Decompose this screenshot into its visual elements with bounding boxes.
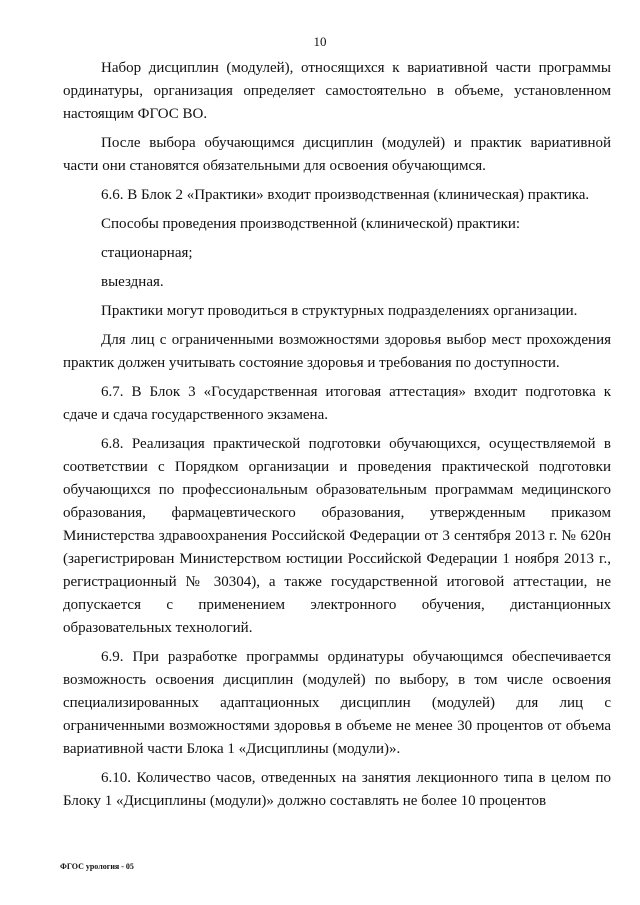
paragraph-disabilities-practice: Для лиц с ограниченными возможностями здоровья выбор мест прохождения практик должен учитывать состояние здоровья и требования по доступности.	[63, 332, 611, 371]
document-body	[63, 57, 611, 819]
paragraph-field: выездная.	[101, 274, 164, 290]
paragraph-6-6: 6.6. В Блок 2 «Практики» входит производственная (клиническая) практика.	[101, 187, 590, 203]
paragraph-6-8: 6.8. Реализация практической подготовки обучающихся, осуществляемой в соответствии с Порядком организации и проведения практической подготовки обучающихся по профессиональным образовательным программам медицинского образования, фармацевтического образования, утвержденным приказом Министерства здравоохранения Российской Федерации от 3 сентября 2013 г. № 620н (зарегистрирован Министерством юстиции Российской Федерации 1 ноября 2013 г., регистрационный № 30304), а также государственной итоговой аттестации, не допускается с применением электронного обучения, дистанционных образовательных технологий.	[63, 436, 611, 636]
page-number: 10	[313, 34, 327, 49]
paragraph-6-10: 6.10. Количество часов, отведенных на занятия лекционного типа в целом по Блоку 1 «Дисциплины (модули)» должно составлять не более 10 процентов	[63, 770, 611, 809]
paragraph-practice-methods: Способы проведения производственной (клинической) практики:	[101, 216, 521, 232]
footer-note: ФГОС урология - 05	[60, 862, 134, 871]
paragraph-variative-set: Набор дисциплин (модулей), относящихся к вариативной части программы ординатуры, организация определяет самостоятельно в объеме, установленном настоящим ФГОС ВО.	[63, 60, 611, 122]
paragraph-6-7: 6.7. В Блок 3 «Государственная итоговая аттестация» входит подготовка к сдаче и сдача государственного экзамена.	[63, 384, 611, 423]
paragraph-after-choice: После выбора обучающимся дисциплин (модулей) и практик вариативной части они становятся обязательными для освоения обучающимся.	[63, 135, 611, 174]
paragraph-stationary: стационарная;	[101, 245, 193, 261]
paragraph-structural-units: Практики могут проводиться в структурных подразделениях организации.	[101, 303, 578, 319]
paragraph-6-9: 6.9. При разработке программы ординатуры обучающимся обеспечивается возможность освоения дисциплин (модулей) по выбору, в том числе освоения специализированных адаптационных дисциплин (модулей) для лиц с ограниченными возможностями здоровья в объеме не менее 30 процентов от объема вариативной части Блока 1 «Дисциплины (модули)».	[63, 649, 611, 757]
